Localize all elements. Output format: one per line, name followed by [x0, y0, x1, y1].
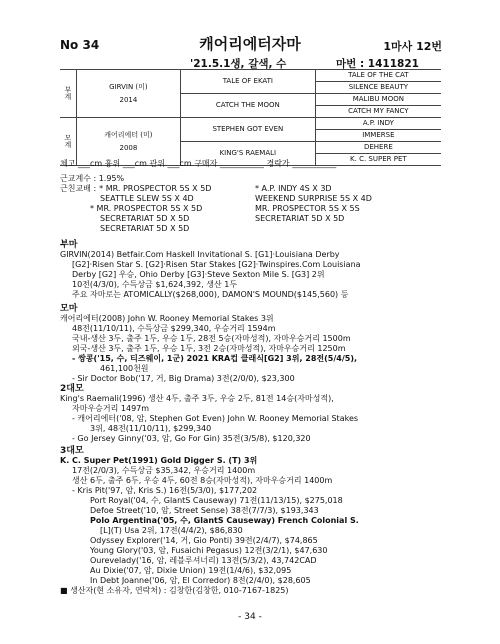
- sire-line: 주요 자마로는 ATOMICALLY($268,000), DAMON'S MOUND($145,560) 등: [72, 290, 349, 299]
- third-dam-line: - Kris Pit('97, 암, Kris S.) 16전(5/3/0), $177,202: [72, 486, 258, 495]
- inbreeding-left-line: * MR. PROSPECTOR 5S X 5D: [90, 204, 203, 213]
- gen3-2: SILENCE BEAUTY: [315, 82, 441, 94]
- dam-side-label: 모 계: [60, 118, 76, 166]
- second-dam-line: King's Raemali(1996) 생산 4두, 출주 3두, 우승 2두, 81전 14승(자마성적),: [60, 394, 334, 403]
- gen3-6: IMMERSE: [315, 130, 441, 142]
- gen3-3: MALIBU MOON: [315, 94, 441, 106]
- third-dam-line: In Debt Joanne('06, 암, El Corredor) 8전(2/4/0), $28,605: [90, 576, 311, 585]
- sire-name: GIRVIN (미): [109, 82, 148, 91]
- dam-dam: KING'S RAEMALI: [181, 142, 316, 166]
- third-dam-line: Young Glory('03, 암, Fusaichi Pegasus) 12전(3/2/1), $47,630: [90, 546, 328, 555]
- dam-sire: STEPHEN GOT EVEN: [181, 118, 316, 142]
- inbreeding-right-line: MR. PROSPECTOR 5S X 5S: [255, 204, 360, 213]
- dam-year: 2008: [119, 143, 138, 152]
- dam-line: 국내-생산 3두, 출주 1두, 우승 1두, 28전 5승(자마성적), 자마우승거리 1500m: [72, 334, 351, 343]
- dam-name: 캐어리에터 (미): [104, 130, 153, 139]
- dam-line: - 쌍콩('15, 수, 티즈웨이, 1군) 2021 KRA컵 클래식[G2] 3위, 28전(5/4/5),: [72, 354, 358, 363]
- dam-section: [60, 304, 450, 384]
- second-dam-line: 3위, 48전(11/10/11), $299,340: [90, 424, 212, 433]
- third-dam-section: [60, 446, 450, 596]
- second-dam-section: [60, 384, 450, 444]
- second-dam-line: - Go Jersey Ginny('03, 암, Go For Gin) 35전(3/5/8), $120,320: [72, 434, 311, 443]
- inbreeding-left-line: * MR. PROSPECTOR 5S X 5D: [99, 184, 212, 193]
- sire-heading: 부마: [60, 240, 78, 250]
- third-dam-line: [L](T) Usa 2위, 17전(4/4/2), $86,830: [100, 526, 243, 535]
- gen3-8: K. C. SUPER PET: [315, 154, 441, 166]
- inbreeding-section: [60, 174, 450, 234]
- third-dam-line: 생산 6두, 출주 6두, 우승 4두, 60전 8승(자마성적), 자마우승거리 1400m: [72, 476, 333, 485]
- catalog-number: No 34: [60, 38, 100, 52]
- gen3-5: A.P. INDY: [315, 118, 441, 130]
- sire-line: 10전(4/3/0), 수득상금 $1,624,392, 생산 1두: [72, 280, 238, 289]
- inbreeding-left-line: SEATTLE SLEW 5S X 4D: [100, 194, 194, 203]
- third-dam-line: Odyssey Explorer('14, 거, Gio Ponti) 39전(2/4/7), $74,865: [90, 536, 318, 545]
- sire-line: [G2]·Risen Star S. [G2]·Risen Star Stakes [G2]·Twinspires.Com Louisiana: [72, 260, 361, 269]
- measurement-line: 체고 ___cm 흉위 ___cm 관위 ___cm 구매자 ___________ 경락가 ___________: [60, 159, 337, 168]
- third-dam-heading: 3대모: [60, 446, 84, 456]
- sire-sire: TALE OF EKATI: [181, 70, 316, 94]
- third-dam-line: Defoe Street('10, 암, Street Sense) 38전(7/7/3), $193,343: [90, 506, 319, 515]
- inbreeding-coefficient: 근교계수 : 1.95%: [60, 174, 125, 183]
- inbreeding-left-line: SECRETARIAT 5D X 5D: [100, 214, 190, 223]
- sire-section: [60, 240, 450, 300]
- sire-dam: CATCH THE MOON: [181, 94, 316, 118]
- third-dam-line: Au Dixie('07, 암, Dixie Union) 19전(1/4/6), $32,095: [90, 566, 292, 575]
- sire-line: GIRVIN(2014) Betfair.Com Haskell Invitational S. [G1]·Louisiana Derby: [60, 250, 340, 259]
- sire-year: 2014: [119, 95, 138, 104]
- inbreeding-right-line: WEEKEND SURPRISE 5S X 4D: [255, 194, 372, 203]
- page-number: - 34 -: [238, 612, 262, 622]
- gen3-7: DEHERE: [315, 142, 441, 154]
- dam-line: 461,100천원: [100, 364, 149, 373]
- third-dam-line: K. C. Super Pet(1991) Gold Digger S. (T) 3위: [60, 456, 258, 465]
- dam-line: 외국-생산 3두, 출주 1두, 우승 1두, 3전 2승(자마성적), 자마우승거리 1250m: [72, 344, 346, 353]
- sire-side-label: 부 계: [60, 70, 76, 118]
- inbreeding-label: 근친교배 :: [60, 184, 97, 193]
- second-dam-line: 자마우승거리 1497m: [72, 404, 150, 413]
- inbreeding-right: [255, 184, 450, 234]
- inbreeding-left: [60, 184, 255, 234]
- breeder-info: ■ 생산자(현 소유자, 연락처) : 김창한(김창한, 010-7167-1825): [60, 586, 289, 595]
- third-dam-line: Ourevelady('16, 암, 레블루셔너리) 13전(5/3/2), 43,742CAD: [90, 556, 317, 565]
- gen3-1: TALE OF THE CAT: [315, 70, 441, 82]
- third-dam-line: 17전(2/0/3), 수득상금 $35,342, 우승거리 1400m: [72, 466, 256, 475]
- sire-cell: [76, 70, 180, 118]
- second-dam-heading: 2대모: [60, 384, 84, 394]
- third-dam-line: Polo Argentina('05, 수, GlantS Causeway) French Colonial S.: [90, 516, 359, 525]
- second-dam-line: - 캐어리에터('08, 암, Stephen Got Even) John W. Rooney Memorial Stakes: [72, 414, 359, 423]
- entry-number: 1마사 12번: [383, 40, 442, 53]
- gen3-4: CATCH MY FANCY: [315, 106, 441, 118]
- inbreeding-right-line: SECRETARIAT 5D X 5D: [255, 214, 345, 223]
- inbreeding-right-line: * A.P. INDY 4S X 3D: [255, 184, 332, 193]
- dam-line: 48전(11/10/11), 수득상금 $299,340, 우승거리 1594m: [72, 324, 276, 333]
- sire-line: Derby [G2] 우승, Ohio Derby [G3]·Steve Sexton Mile S. [G3] 2위: [72, 270, 325, 279]
- horse-name-title: 캐어리에터자마: [199, 35, 301, 53]
- dam-line: - Sir Doctor Bob('17, 거, Big Drama) 3전(2/0/0), $23,300: [72, 374, 295, 383]
- birth-info: '21.5.1생, 갈색, 수: [190, 58, 287, 70]
- inbreeding-left-line: SECRETARIAT 5D X 5D: [100, 224, 190, 233]
- dam-line: 캐어리에터(2008) John W. Rooney Memorial Stakes 3위: [60, 314, 274, 323]
- third-dam-line: Port Royal('04, 수, GlantS Causeway) 71전(11/13/15), $275,018: [90, 496, 343, 505]
- dam-heading: 모마: [60, 304, 78, 314]
- pedigree-table: [60, 69, 441, 166]
- registration-number: 마번 : 1411821: [336, 58, 419, 70]
